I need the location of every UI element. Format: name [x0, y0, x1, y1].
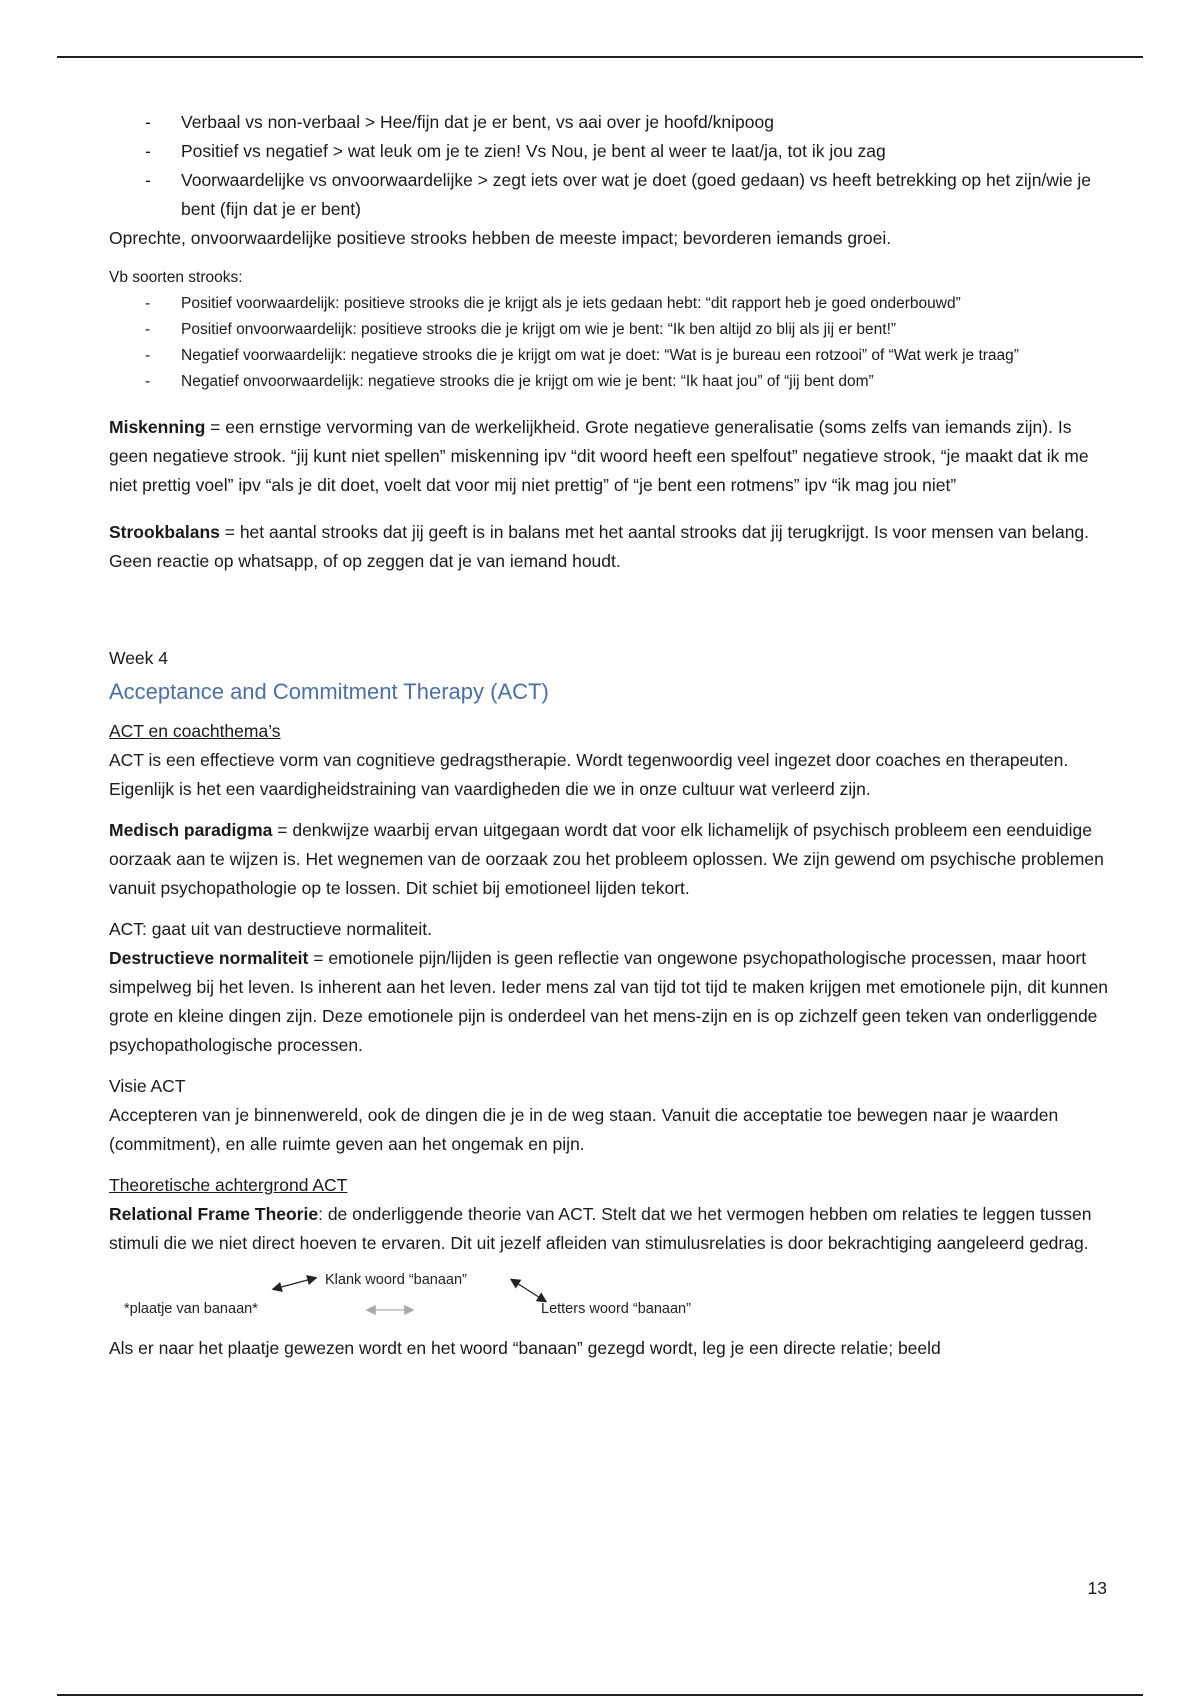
footer-rule: [57, 1694, 1143, 1696]
week-label: Week 4: [109, 648, 169, 668]
theorie-text: : de onderliggende theorie van ACT. Stelt dat we het vermogen hebben om relaties te leggen tussen stimuli die we niet direct hoeven te ervaren. Dit uit jezelf afleiden van stimulusrelaties is door bekrachtiging aangeleerd gedrag.: [109, 1204, 1092, 1253]
strookbalans-term: Strookbalans: [109, 522, 220, 542]
list-item: - Positief vs negatief > wat leuk om je te zien! Vs Nou, je bent al weer te laat/ja, tot ik jou zag: [109, 137, 1109, 166]
examples-heading: Vb soorten strooks:: [109, 269, 243, 286]
visie-text: Accepteren van je binnenwereld, ook de dingen die je in de weg staan. Vanuit die acceptatie toe bewegen naar je waarden (commitment), en alle ruimte geven aan het ongemak en pijn.: [109, 1105, 1059, 1154]
page-number: 13: [1087, 1578, 1107, 1598]
theorie-paragraph: [109, 1200, 1109, 1258]
destructieve-normaliteit-text: = emotionele pijn/lijden is geen reflectie van ongewone psychopathologische processen, maar hoort simpelweg bij het leven. Is inherent aan het leven. Ieder mens zal van tijd tot tijd te maken krijgen met emotionele pijn, dit kunnen grote en kleine dingen zijn. Deze emotionele pijn is onderdeel van het mens-zijn en is op zichzelf geen teken van onderliggende psychopathologische processen.: [109, 948, 1109, 1055]
strooks-types-list: [109, 108, 1109, 224]
act-coach-line1: ACT is een effectieve vorm van cognitieve gedragstherapie. Wordt tegenwoordig veel ingezet door coaches en therapeuten.: [109, 750, 1069, 770]
section-title: Acceptance and Commitment Therapy (ACT): [109, 679, 549, 704]
miskenning-text: = een ernstige vervorming van de werkelijkheid. Grote negatieve generalisatie (soms zelfs van iemands zijn). Is geen negatieve strook. “jij kunt niet spellen” miskenning ipv “dit woord heeft een spelfout” negatieve strook, “je maakt dat ik me niet prettig voel” ipv “als je dit doet, voelt dat voor mij niet prettig” of “je bent een rotmens” ipv “ik mag jou niet”: [109, 417, 1089, 495]
medisch-paradigma-term: Medisch paradigma: [109, 820, 273, 840]
list-item: - Voorwaardelijke vs onvoorwaardelijke > zegt iets over wat je doet (goed gedaan) vs heeft betrekking op het zijn/wie je bent (fijn dat je er bent): [109, 166, 1109, 224]
act-normaliteit: ACT: gaat uit van destructieve normaliteit.: [109, 919, 432, 939]
list-item: - Positief voorwaardelijk: positieve strooks die je krijgt als je iets gedaan hebt: “dit rapport heb je goed onderbouwd”: [109, 291, 1109, 317]
strookbalans-text: = het aantal strooks dat jij geeft is in balans met het aantal strooks dat jij terugkrijgt. Is voor mensen van belang. Geen reactie op whatsapp, of op zeggen dat je van iemand houdt.: [109, 522, 1090, 571]
miskenning-paragraph: [109, 413, 1109, 500]
banaan-diagram: [109, 1270, 1109, 1334]
theorie-term: Relational Frame Theorie: [109, 1204, 319, 1224]
theorie-heading: Theoretische achtergrond ACT: [109, 1175, 348, 1195]
examples-list: [109, 291, 1109, 395]
list-item: - Negatief voorwaardelijk: negatieve strooks die je krijgt om wat je doet: “Wat is je bureau een rotzooi” of “Wat werk je traag”: [109, 343, 1109, 369]
page-content: [109, 108, 1109, 1363]
strookbalans-paragraph: [109, 518, 1109, 576]
plaatje-label: *plaatje van banaan*: [124, 1301, 258, 1317]
act-coach-heading: ACT en coachthema’s: [109, 721, 281, 741]
letters-label: Letters woord “banaan”: [541, 1301, 691, 1317]
destructieve-normaliteit-paragraph: [109, 944, 1109, 1060]
destructieve-normaliteit-term: Destructieve normaliteit: [109, 948, 309, 968]
header-rule: [57, 56, 1143, 58]
strooks-conclusion: Oprechte, onvoorwaardelijke positieve strooks hebben de meeste impact; bevorderen iemands groei.: [109, 228, 892, 248]
list-item: - Positief onvoorwaardelijk: positieve strooks die je krijgt om wie je bent: “Ik ben altijd zo blij als jij er bent!”: [109, 317, 1109, 343]
visie-heading: Visie ACT: [109, 1076, 186, 1096]
medisch-paradigma-paragraph: [109, 816, 1109, 903]
klank-label: Klank woord “banaan”: [325, 1272, 467, 1288]
list-item: - Verbaal vs non-verbaal > Hee/fijn dat je er bent, vs aai over je hoofd/knipoog: [109, 108, 1109, 137]
act-coach-line2: Eigenlijk is het een vaardigheidstraining van vaardigheden die we in onze cultuur wat verleerd zijn.: [109, 779, 871, 799]
arrow-klank-letters: [512, 1280, 545, 1301]
list-item: - Negatief onvoorwaardelijk: negatieve strooks die je krijgt om wie je bent: “Ik haat jou” of “jij bent dom”: [109, 369, 1109, 395]
miskenning-term: Miskenning: [109, 417, 206, 437]
medisch-paradigma-text: = denkwijze waarbij ervan uitgegaan wordt dat voor elk lichamelijk of psychisch probleem een eenduidige oorzaak aan te wijzen is. Het wegnemen van de oorzaak zou het probleem oplossen. We zijn gewend om psychische problemen vanuit psychopathologie op te lossen. Dit schiet bij emotioneel lijden tekort.: [109, 820, 1104, 898]
last-line: Als er naar het plaatje gewezen wordt en het woord “banaan” gezegd wordt, leg je een directe relatie; beeld: [109, 1338, 941, 1358]
arrow-plaatje-klank: [274, 1278, 315, 1289]
